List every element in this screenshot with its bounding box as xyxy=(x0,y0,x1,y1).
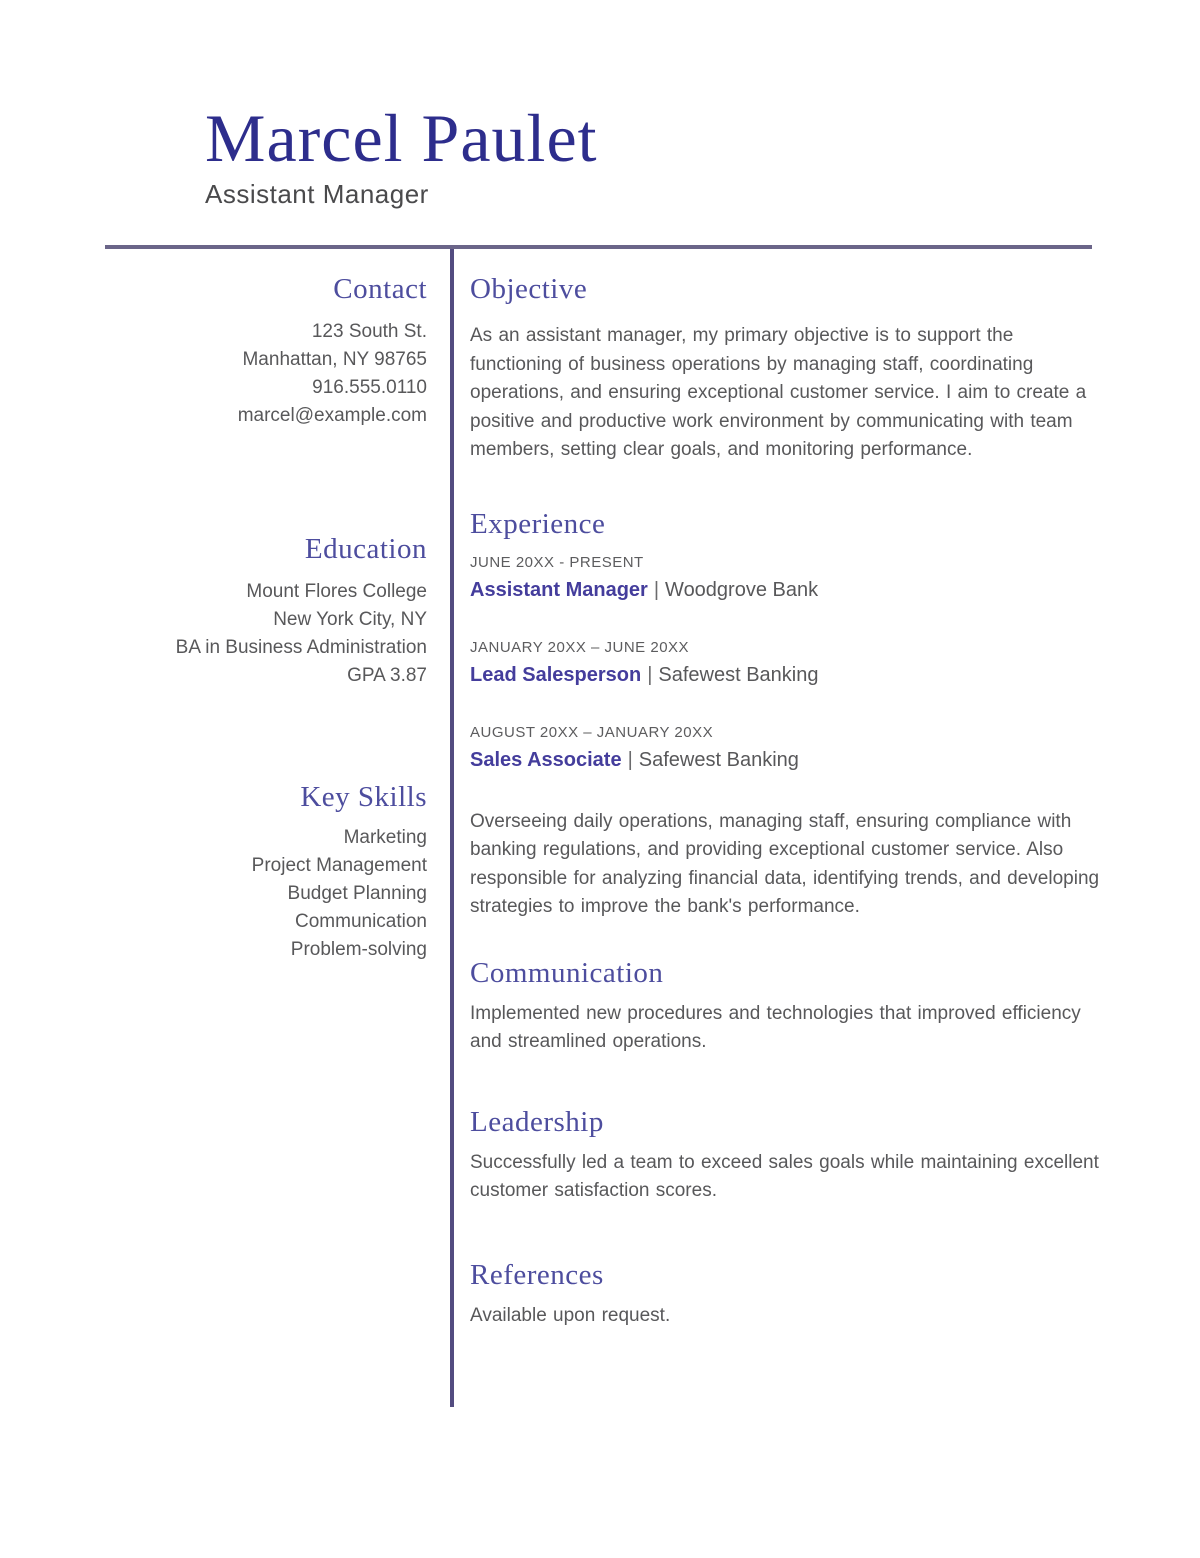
person-job-title: Assistant Manager xyxy=(205,179,429,209)
leadership-section xyxy=(470,1103,1100,1206)
communication-section xyxy=(470,954,1100,1057)
education-section xyxy=(105,530,427,690)
experience-dates: JANUARY 20XX – JUNE 20XX xyxy=(470,638,690,656)
skill-item: Problem-solving xyxy=(290,939,427,960)
education-school: Mount Flores College xyxy=(246,581,427,602)
experience-heading: Experience xyxy=(470,507,606,540)
pipe-separator: | xyxy=(647,663,653,686)
experience-job-title: Assistant Manager xyxy=(470,578,648,601)
education-location: New York City, NY xyxy=(273,609,427,630)
experience-title-line xyxy=(470,661,1100,689)
experience-entry xyxy=(470,553,1100,604)
experience-job-title: Sales Associate xyxy=(470,748,622,771)
experience-company: Safewest Banking xyxy=(658,663,819,686)
skill-item: Project Management xyxy=(251,855,427,876)
references-text: Available upon request. xyxy=(470,1304,671,1326)
vertical-divider xyxy=(450,249,454,1407)
experience-dates: AUGUST 20XX – JANUARY 20XX xyxy=(470,723,714,741)
contact-phone: 916.555.0110 xyxy=(312,377,427,398)
education-heading: Education xyxy=(304,533,427,565)
objective-heading: Objective xyxy=(470,273,588,305)
contact-email: marcel@example.com xyxy=(237,405,427,426)
objective-text: As an assistant manager, my primary objective is to support the functioning of business operations by managing staff, coordinating operations, and ensuring exceptional customer service. I aim to create a positive and productive work environment by communicating with team members, setting clear goals, and monitoring performance. xyxy=(470,325,1087,460)
leadership-text: Successfully led a team to exceed sales goals while maintaining excellent customer satisfaction scores. xyxy=(470,1151,1099,1201)
education-gpa: GPA 3.87 xyxy=(347,665,427,686)
education-degree: BA in Business Administration xyxy=(175,637,427,658)
main-column xyxy=(470,262,1100,1330)
objective-section xyxy=(470,270,1100,465)
pipe-separator: | xyxy=(653,578,660,601)
contact-address-line2: Manhattan, NY 98765 xyxy=(242,349,427,370)
key-skills-heading: Key Skills xyxy=(300,781,427,813)
experience-title-line xyxy=(470,576,1100,604)
education-lines xyxy=(105,578,427,690)
horizontal-divider xyxy=(105,245,1092,249)
experience-title-line xyxy=(470,746,1100,774)
resume-header xyxy=(205,100,598,209)
contact-section xyxy=(105,270,427,430)
leadership-heading: Leadership xyxy=(470,1105,604,1138)
key-skills-list xyxy=(105,824,427,964)
communication-heading: Communication xyxy=(470,956,664,989)
experience-dates: JUNE 20XX - PRESENT xyxy=(470,553,644,571)
skill-item: Communication xyxy=(295,911,427,932)
experience-job-title: Lead Salesperson xyxy=(470,663,642,686)
contact-lines xyxy=(105,318,427,430)
experience-company: Woodgrove Bank xyxy=(665,578,819,601)
experience-entry xyxy=(470,723,1100,774)
skill-item: Budget Planning xyxy=(287,883,427,904)
references-heading: References xyxy=(470,1258,604,1291)
references-section xyxy=(470,1256,1100,1331)
contact-heading: Contact xyxy=(333,273,427,305)
key-skills-section xyxy=(105,778,427,964)
contact-address-line1: 123 South St. xyxy=(311,321,427,342)
pipe-separator: | xyxy=(627,748,633,771)
experience-company: Safewest Banking xyxy=(638,748,799,771)
person-name: Marcel Paulet xyxy=(205,100,598,176)
experience-summary: Overseeing daily operations, managing staff, ensuring compliance with banking regulations, and providing exceptional customer service. Also responsible for analyzing financial data, identifying trends, and developing strategies to improve the bank's performance. xyxy=(470,810,1100,917)
experience-section xyxy=(470,505,1100,922)
experience-entry xyxy=(470,638,1100,689)
skill-item: Marketing xyxy=(343,827,427,848)
communication-text: Implemented new procedures and technologies that improved efficiency and streamlined operations. xyxy=(470,1002,1081,1052)
sidebar-column xyxy=(105,262,427,964)
